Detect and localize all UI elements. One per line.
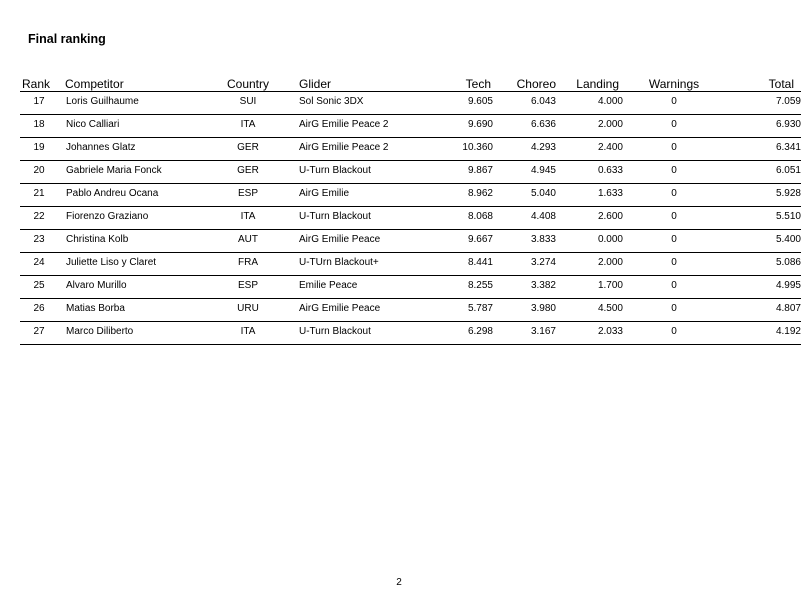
country-cell: GER (213, 161, 283, 184)
competitor-cell: Juliette Liso y Claret (58, 253, 213, 276)
landing-score-cell: 1.633 (556, 184, 623, 207)
table-body (20, 92, 801, 345)
choreo-score-cell: 3.167 (493, 322, 556, 345)
landing-score-cell: 2.000 (556, 115, 623, 138)
column-header-choreo: Choreo (493, 77, 556, 92)
total-score-cell: 4.192 (711, 322, 801, 345)
choreo-score-cell: 4.408 (493, 207, 556, 230)
warnings-cell: 0 (623, 276, 711, 299)
landing-score-cell: 2.400 (556, 138, 623, 161)
country-cell: ITA (213, 115, 283, 138)
total-score-cell: 5.086 (711, 253, 801, 276)
choreo-score-cell: 3.833 (493, 230, 556, 253)
rank-cell: 21 (20, 184, 58, 207)
table-row (20, 322, 801, 345)
rank-cell: 18 (20, 115, 58, 138)
column-header-tech: Tech (429, 77, 493, 92)
total-score-cell: 4.807 (711, 299, 801, 322)
warnings-cell: 0 (623, 115, 711, 138)
warnings-cell: 0 (623, 322, 711, 345)
rank-cell: 27 (20, 322, 58, 345)
glider-cell: AirG Emilie Peace (283, 230, 429, 253)
glider-cell: Emilie Peace (283, 276, 429, 299)
country-cell: SUI (213, 92, 283, 115)
glider-cell: Sol Sonic 3DX (283, 92, 429, 115)
total-score-cell: 7.059 (711, 92, 801, 115)
rank-cell: 20 (20, 161, 58, 184)
table-row (20, 299, 801, 322)
column-header-country: Country (213, 77, 283, 92)
table-row (20, 276, 801, 299)
landing-score-cell: 2.033 (556, 322, 623, 345)
competitor-cell: Matias Borba (58, 299, 213, 322)
choreo-score-cell: 4.945 (493, 161, 556, 184)
tech-score-cell: 5.787 (429, 299, 493, 322)
column-header-landing: Landing (556, 77, 623, 92)
choreo-score-cell: 5.040 (493, 184, 556, 207)
column-header-glider: Glider (283, 77, 429, 92)
warnings-cell: 0 (623, 161, 711, 184)
warnings-cell: 0 (623, 138, 711, 161)
competitor-cell: Loris Guilhaume (58, 92, 213, 115)
table-row (20, 138, 801, 161)
choreo-score-cell: 3.382 (493, 276, 556, 299)
warnings-cell: 0 (623, 184, 711, 207)
glider-cell: AirG Emilie Peace (283, 299, 429, 322)
table-row (20, 253, 801, 276)
rank-cell: 23 (20, 230, 58, 253)
table-row (20, 230, 801, 253)
warnings-cell: 0 (623, 230, 711, 253)
total-score-cell: 5.928 (711, 184, 801, 207)
glider-cell: AirG Emilie Peace 2 (283, 138, 429, 161)
column-header-total: Total (711, 77, 801, 92)
column-header-competitor: Competitor (58, 77, 213, 92)
tech-score-cell: 9.667 (429, 230, 493, 253)
country-cell: GER (213, 138, 283, 161)
landing-score-cell: 2.600 (556, 207, 623, 230)
competitor-cell: Nico Calliari (58, 115, 213, 138)
landing-score-cell: 1.700 (556, 276, 623, 299)
landing-score-cell: 0.000 (556, 230, 623, 253)
total-score-cell: 6.930 (711, 115, 801, 138)
competitor-cell: Gabriele Maria Fonck (58, 161, 213, 184)
table-row (20, 184, 801, 207)
ranking-table (20, 77, 801, 345)
table-row (20, 161, 801, 184)
rank-cell: 22 (20, 207, 58, 230)
tech-score-cell: 9.690 (429, 115, 493, 138)
landing-score-cell: 2.000 (556, 253, 623, 276)
landing-score-cell: 4.000 (556, 92, 623, 115)
choreo-score-cell: 3.274 (493, 253, 556, 276)
table-row (20, 115, 801, 138)
rank-cell: 24 (20, 253, 58, 276)
table-row (20, 92, 801, 115)
tech-score-cell: 8.962 (429, 184, 493, 207)
tech-score-cell: 9.605 (429, 92, 493, 115)
page-title: Final ranking (28, 32, 106, 46)
total-score-cell: 6.051 (711, 161, 801, 184)
rank-cell: 25 (20, 276, 58, 299)
rank-cell: 19 (20, 138, 58, 161)
column-header-warnings: Warnings (623, 77, 711, 92)
country-cell: ITA (213, 322, 283, 345)
glider-cell: U-Turn Blackout (283, 161, 429, 184)
competitor-cell: Johannes Glatz (58, 138, 213, 161)
country-cell: ESP (213, 276, 283, 299)
warnings-cell: 0 (623, 207, 711, 230)
page-number: 2 (396, 577, 402, 588)
tech-score-cell: 6.298 (429, 322, 493, 345)
country-cell: ITA (213, 207, 283, 230)
total-score-cell: 5.400 (711, 230, 801, 253)
total-score-cell: 4.995 (711, 276, 801, 299)
rank-cell: 17 (20, 92, 58, 115)
country-cell: ESP (213, 184, 283, 207)
country-cell: FRA (213, 253, 283, 276)
table-header-row (20, 77, 801, 92)
tech-score-cell: 8.068 (429, 207, 493, 230)
choreo-score-cell: 6.636 (493, 115, 556, 138)
choreo-score-cell: 3.980 (493, 299, 556, 322)
tech-score-cell: 9.867 (429, 161, 493, 184)
choreo-score-cell: 4.293 (493, 138, 556, 161)
glider-cell: U-TUrn Blackout+ (283, 253, 429, 276)
competitor-cell: Marco Diliberto (58, 322, 213, 345)
country-cell: URU (213, 299, 283, 322)
glider-cell: U-Turn Blackout (283, 322, 429, 345)
tech-score-cell: 8.441 (429, 253, 493, 276)
tech-score-cell: 10.360 (429, 138, 493, 161)
total-score-cell: 5.510 (711, 207, 801, 230)
landing-score-cell: 0.633 (556, 161, 623, 184)
competitor-cell: Fiorenzo Graziano (58, 207, 213, 230)
choreo-score-cell: 6.043 (493, 92, 556, 115)
warnings-cell: 0 (623, 92, 711, 115)
column-header-rank: Rank (20, 77, 58, 92)
total-score-cell: 6.341 (711, 138, 801, 161)
warnings-cell: 0 (623, 253, 711, 276)
glider-cell: AirG Emilie Peace 2 (283, 115, 429, 138)
competitor-cell: Alvaro Murillo (58, 276, 213, 299)
glider-cell: U-Turn Blackout (283, 207, 429, 230)
competitor-cell: Christina Kolb (58, 230, 213, 253)
rank-cell: 26 (20, 299, 58, 322)
table-row (20, 207, 801, 230)
country-cell: AUT (213, 230, 283, 253)
warnings-cell: 0 (623, 299, 711, 322)
competitor-cell: Pablo Andreu Ocana (58, 184, 213, 207)
tech-score-cell: 8.255 (429, 276, 493, 299)
glider-cell: AirG Emilie (283, 184, 429, 207)
landing-score-cell: 4.500 (556, 299, 623, 322)
